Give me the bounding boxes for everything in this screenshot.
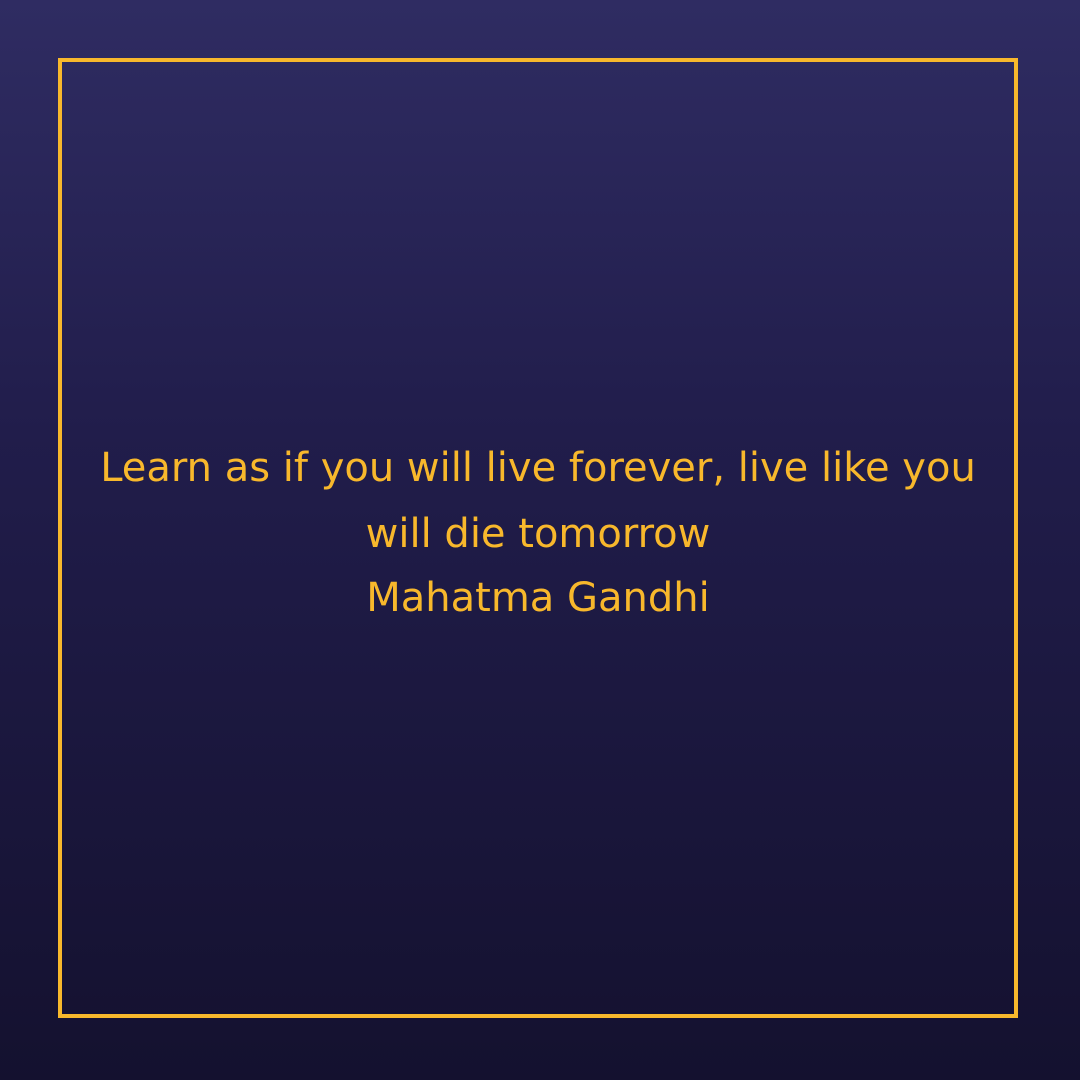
quote-text: Learn as if you will live forever, live like you will die tomorrow [100,445,976,557]
quote-author: Mahatma Gandhi [366,575,710,621]
quote-card [62,62,1014,1014]
